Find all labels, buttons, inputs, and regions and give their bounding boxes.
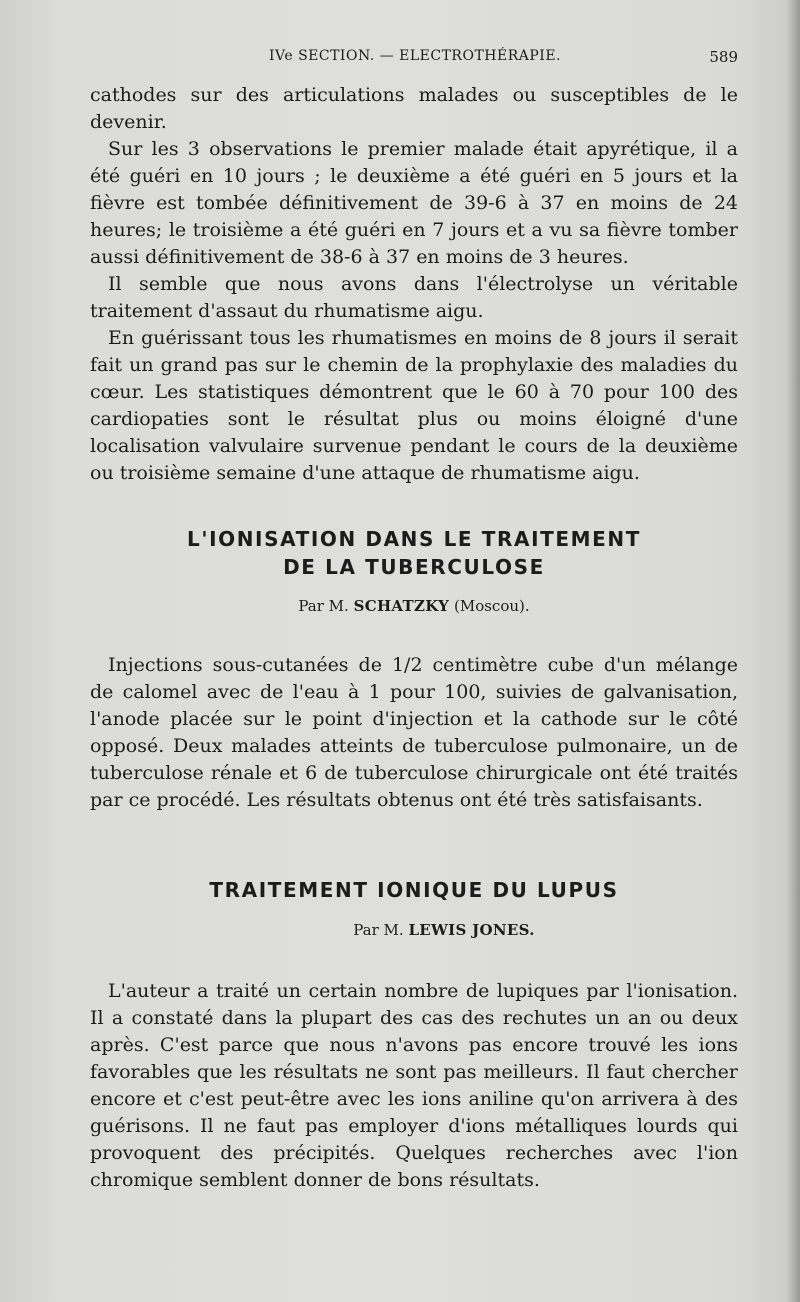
article1-body bbox=[90, 652, 738, 814]
paragraph: Injections sous-cutanées de 1/2 centimètre cube d'un mélange de calomel avec de l'eau à 1 pour 100, suivies de galvanisation, l'anode placée sur le point d'injection et la cathode sur le côté opposé. Deux malades atteints de tuberculose pulmonaire, un de tuberculose rénale et 6 de tuberculose chirurgicale ont été traités par ce procédé. Les résultats obtenus ont été très satisfaisants. bbox=[90, 654, 738, 811]
paragraph: cathodes sur des articulations malades ou susceptibles de le devenir. bbox=[90, 84, 738, 133]
paragraph: En guérissant tous les rhumatismes en moins de 8 jours il serait fait un grand pas sur le chemin de la prophylaxie des maladies du cœur. Les statistiques démontrent que le 60 à 70 pour 100 des cardiopaties sont le résultat plus ou moins éloigné d'une localisation valvulaire survenue pendant le cours de la deuxième ou troisième semaine d'une attaque de rhumatisme aigu. bbox=[90, 327, 738, 484]
author-name: SCHATZKY bbox=[353, 597, 450, 615]
article1-byline bbox=[90, 596, 738, 616]
article2-body bbox=[90, 978, 738, 1194]
author-name: LEWIS JONES. bbox=[408, 921, 535, 939]
paragraph: Il semble que nous avons dans l'électrolyse un véritable traitement d'assaut du rhumatisme aigu. bbox=[90, 273, 738, 322]
byline-prefix: Par M. bbox=[298, 597, 349, 615]
author-affiliation: (Moscou). bbox=[453, 597, 530, 615]
byline-prefix: Par M. bbox=[353, 921, 404, 939]
paragraph: L'auteur a traité un certain nombre de lupiques par l'ionisation. Il a constaté dans la plupart des cas des rechutes un an ou deux après. C'est parce que nous n'avons pas encore trouvé les ions favorables que les résultats ne sont pas meilleurs. Il faut chercher encore et c'est peut-être avec les ions aniline qu'on arrivera à des guérisons. Il ne faut pas employer d'ions métalliques lourds qui provoquent des précipités. Quelques recherches avec l'ion chromique semblent donner de bons résultats. bbox=[90, 980, 738, 1191]
running-head bbox=[92, 42, 738, 72]
page-number: 589 bbox=[709, 48, 738, 66]
section1-body bbox=[90, 82, 738, 487]
paragraph: Sur les 3 observations le premier malade était apyrétique, il a été guéri en 10 jours ; le deuxième a été guéri en 5 jours et la fièvre est tombée définitivement de 39-6 à 37 en moins de 24 heures; le troisième a été guéri en 7 jours et a vu sa fièvre tomber aussi définitivement de 38-6 à 37 en moins de 3 heures. bbox=[90, 138, 738, 268]
article1-title-line1: L'IONISATION DANS LE TRAITEMENT bbox=[187, 527, 641, 551]
article2-title bbox=[90, 876, 738, 904]
article2-title-line: TRAITEMENT IONIQUE DU LUPUS bbox=[209, 878, 619, 902]
article2-byline bbox=[120, 920, 768, 940]
running-title: IVe SECTION. — ELECTROTHÉRAPIE. bbox=[268, 48, 561, 64]
article1-title-line2: DE LA TUBERCULOSE bbox=[283, 555, 545, 579]
article1-title bbox=[90, 525, 738, 581]
